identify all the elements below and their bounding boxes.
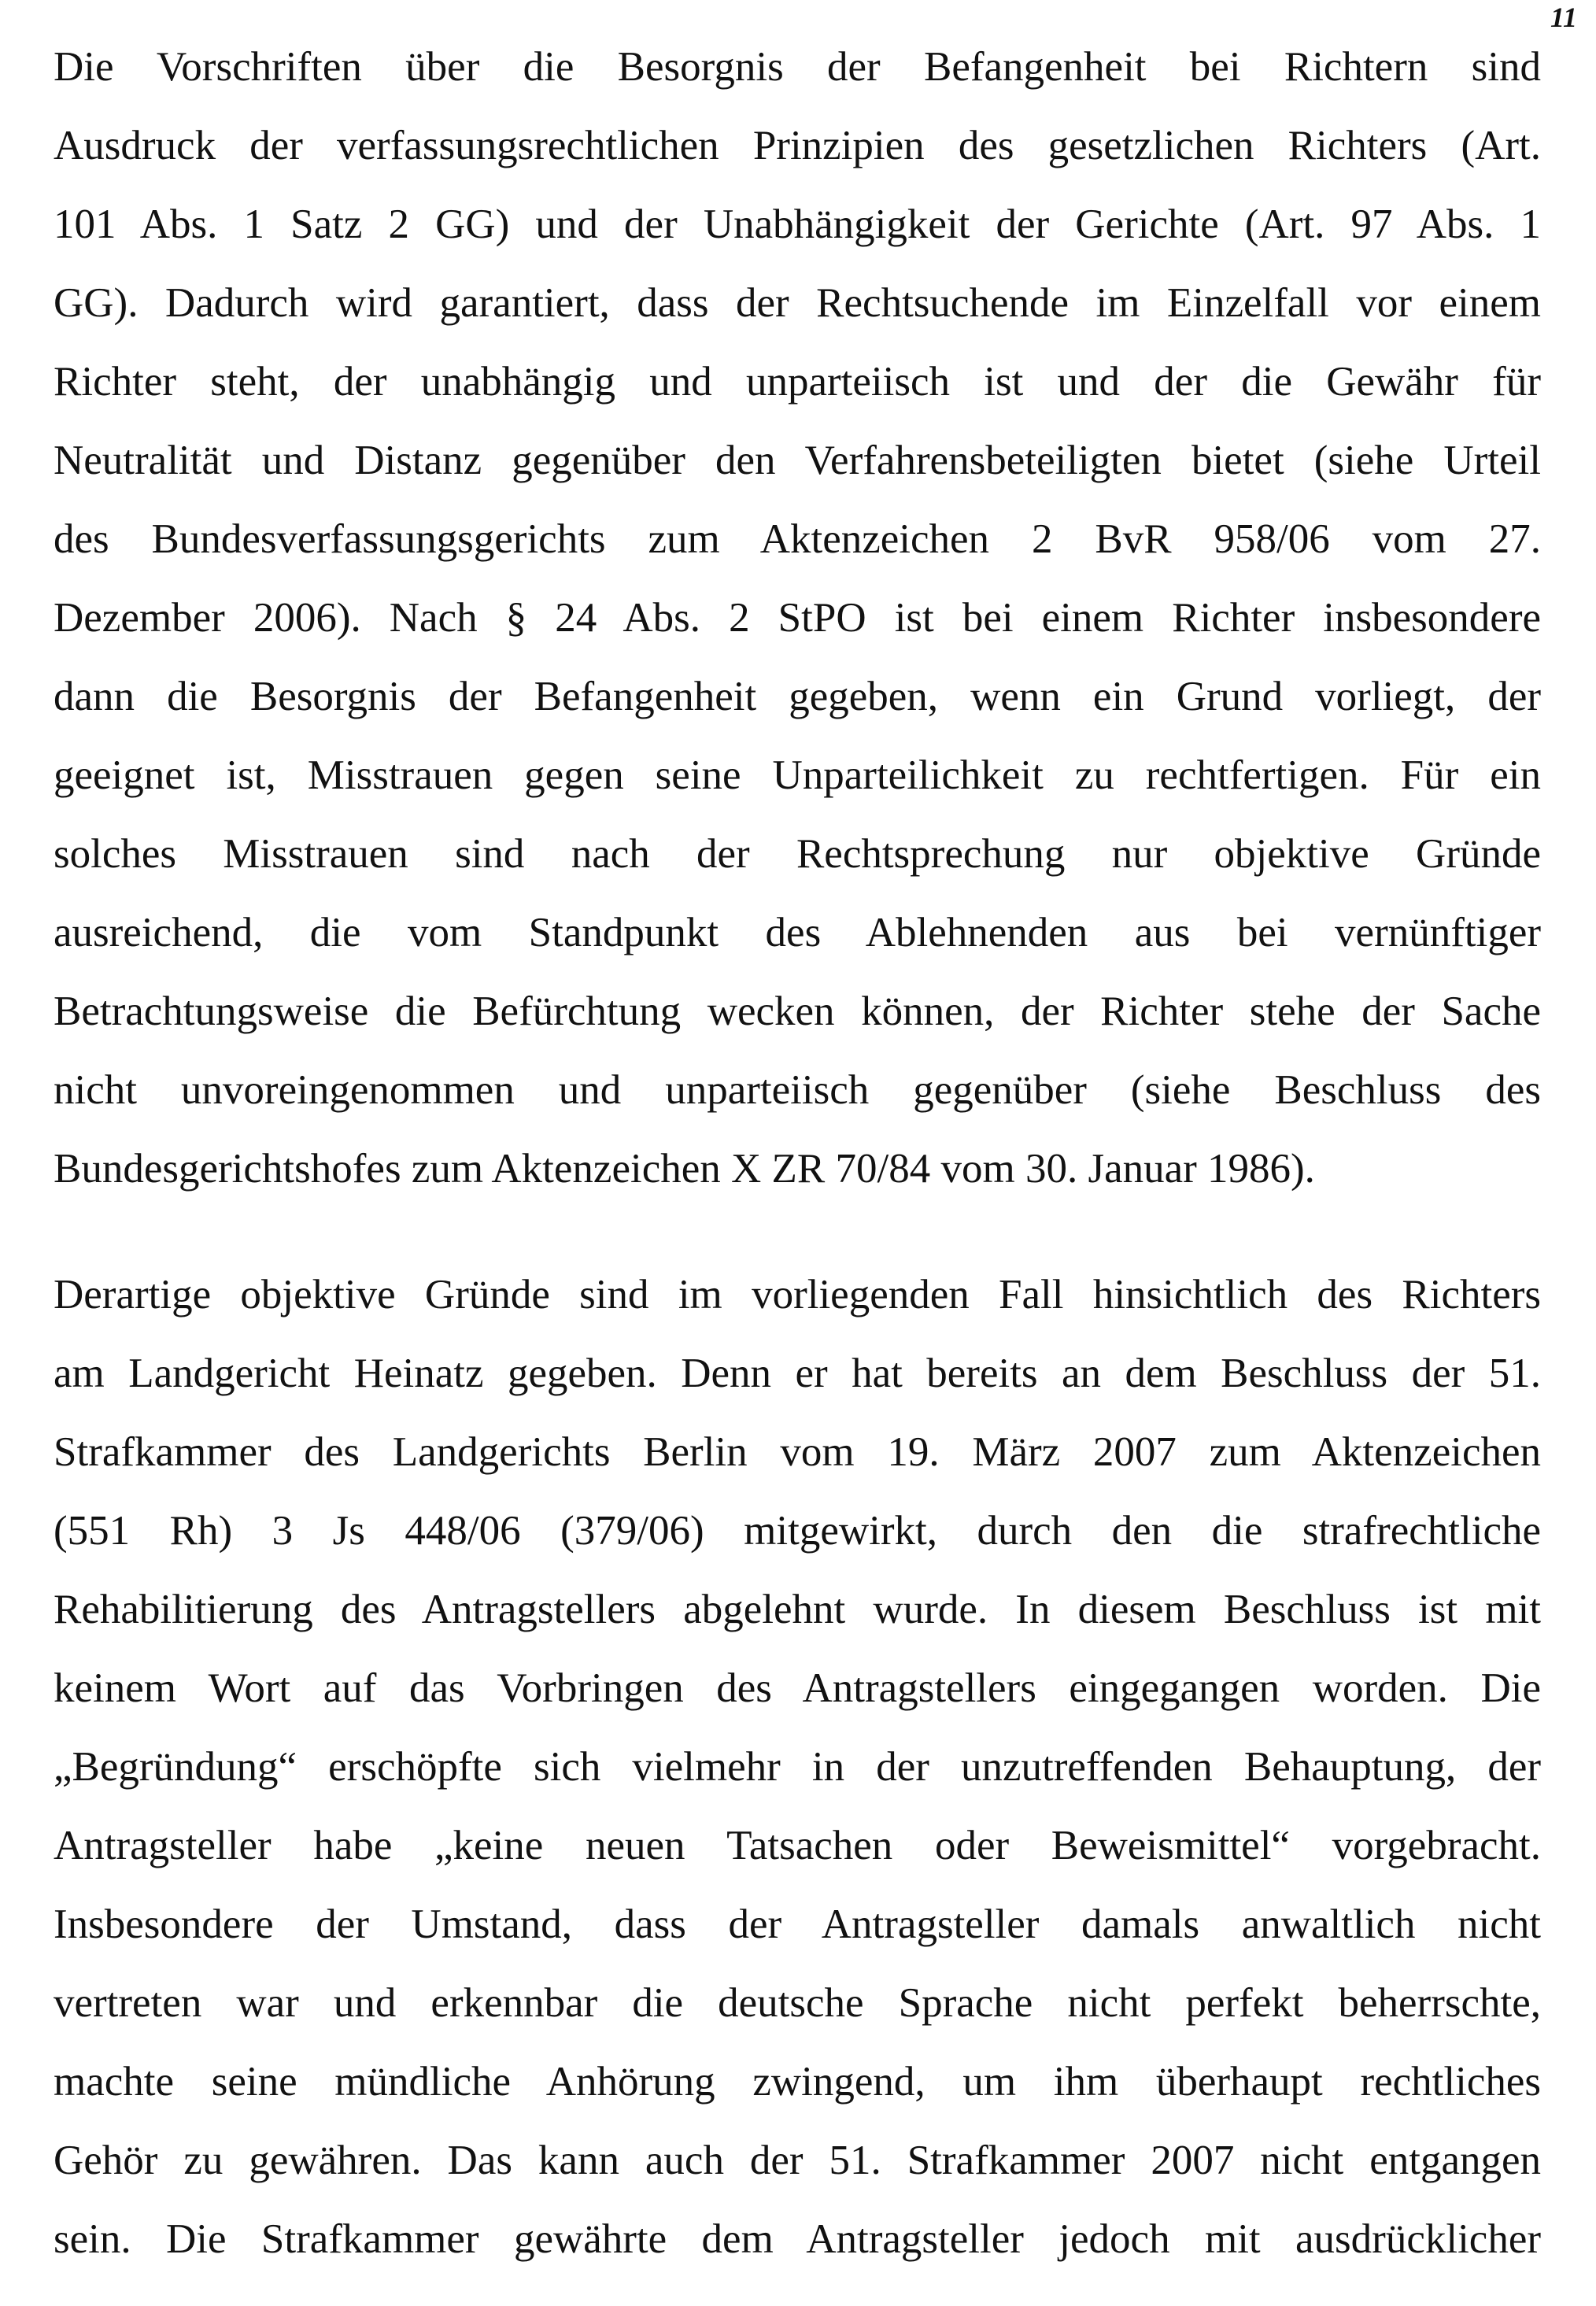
text-line: keinem Wort auf das Vorbringen des Antragstellers eingegangen worden. Die bbox=[54, 1665, 1541, 1711]
text-line: Ausdruck der verfassungsrechtlichen Prinzipien des gesetzlichen Richters (Art. bbox=[54, 123, 1541, 168]
text-line: Die Vorschriften über die Besorgnis der Befangenheit bei Richtern sind bbox=[54, 44, 1541, 90]
text-line: Bundesgerichtshofes zum Aktenzeichen X ZR 70/84 vom 30. Januar 1986). bbox=[54, 1146, 1315, 1192]
text-line: Derartige objektive Gründe sind im vorliegenden Fall hinsichtlich des Richters bbox=[54, 1272, 1541, 1317]
text-line: vertreten war und erkennbar die deutsche Sprache nicht perfekt beherrschte, bbox=[54, 1980, 1541, 2026]
text-line: geeignet ist, Misstrauen gegen seine Unparteilichkeit zu rechtfertigen. Für ein bbox=[54, 752, 1541, 798]
text-line: des Bundesverfassungsgerichts zum Aktenzeichen 2 BvR 958/06 vom 27. bbox=[54, 516, 1541, 562]
text-line: Strafkammer des Landgerichts Berlin vom 19. März 2007 zum Aktenzeichen bbox=[54, 1429, 1541, 1475]
text-line: 101 Abs. 1 Satz 2 GG) und der Unabhängigkeit der Gerichte (Art. 97 Abs. 1 bbox=[54, 201, 1541, 247]
text-line: Richter steht, der unabhängig und unparteiisch ist und der die Gewähr für bbox=[54, 359, 1541, 405]
text-line: Insbesondere der Umstand, dass der Antragsteller damals anwaltlich nicht bbox=[54, 1901, 1541, 1947]
page-number: 11 bbox=[1550, 2, 1577, 33]
text-line: Neutralität und Distanz gegenüber den Verfahrensbeteiligten bietet (siehe Urteil bbox=[54, 438, 1541, 483]
text-line: ausreichend, die vom Standpunkt des Ablehnenden aus bei vernünftiger bbox=[54, 910, 1541, 955]
text-line: GG). Dadurch wird garantiert, dass der Rechtsuchende im Einzelfall vor einem bbox=[54, 280, 1541, 326]
text-line: „Begründung“ erschöpfte sich vielmehr in der unzutreffenden Behauptung, der bbox=[54, 1744, 1541, 1790]
paragraph-objective-grounds bbox=[54, 1255, 1541, 2278]
text-line: machte seine mündliche Anhörung zwingend, um ihm überhaupt rechtliches bbox=[54, 2059, 1541, 2105]
text-line: am Landgericht Heinatz gegeben. Denn er hat bereits an dem Beschluss der 51. bbox=[54, 1351, 1541, 1396]
text-line: dann die Besorgnis der Befangenheit gegeben, wenn ein Grund vorliegt, der bbox=[54, 674, 1541, 719]
text-line: Rehabilitierung des Antragstellers abgelehnt wurde. In diesem Beschluss ist mit bbox=[54, 1587, 1541, 1632]
text-line: Betrachtungsweise die Befürchtung wecken können, der Richter stehe der Sache bbox=[54, 989, 1541, 1034]
text-line: nicht unvoreingenommen und unparteiisch gegenüber (siehe Beschluss des bbox=[54, 1067, 1541, 1113]
text-line: sein. Die Strafkammer gewährte dem Antragsteller jedoch mit ausdrücklicher bbox=[54, 2216, 1541, 2262]
text-line: solches Misstrauen sind nach der Rechtsprechung nur objektive Gründe bbox=[54, 831, 1541, 877]
text-line: Dezember 2006). Nach § 24 Abs. 2 StPO ist bei einem Richter insbesondere bbox=[54, 595, 1541, 641]
text-line: Gehör zu gewähren. Das kann auch der 51. Strafkammer 2007 nicht entgangen bbox=[54, 2138, 1541, 2183]
text-line: (551 Rh) 3 Js 448/06 (379/06) mitgewirkt, durch den die strafrechtliche bbox=[54, 1508, 1541, 1554]
paragraph-bias-rules bbox=[54, 28, 1541, 1208]
text-line: Antragsteller habe „keine neuen Tatsachen oder Beweismittel“ vorgebracht. bbox=[54, 1823, 1541, 1868]
